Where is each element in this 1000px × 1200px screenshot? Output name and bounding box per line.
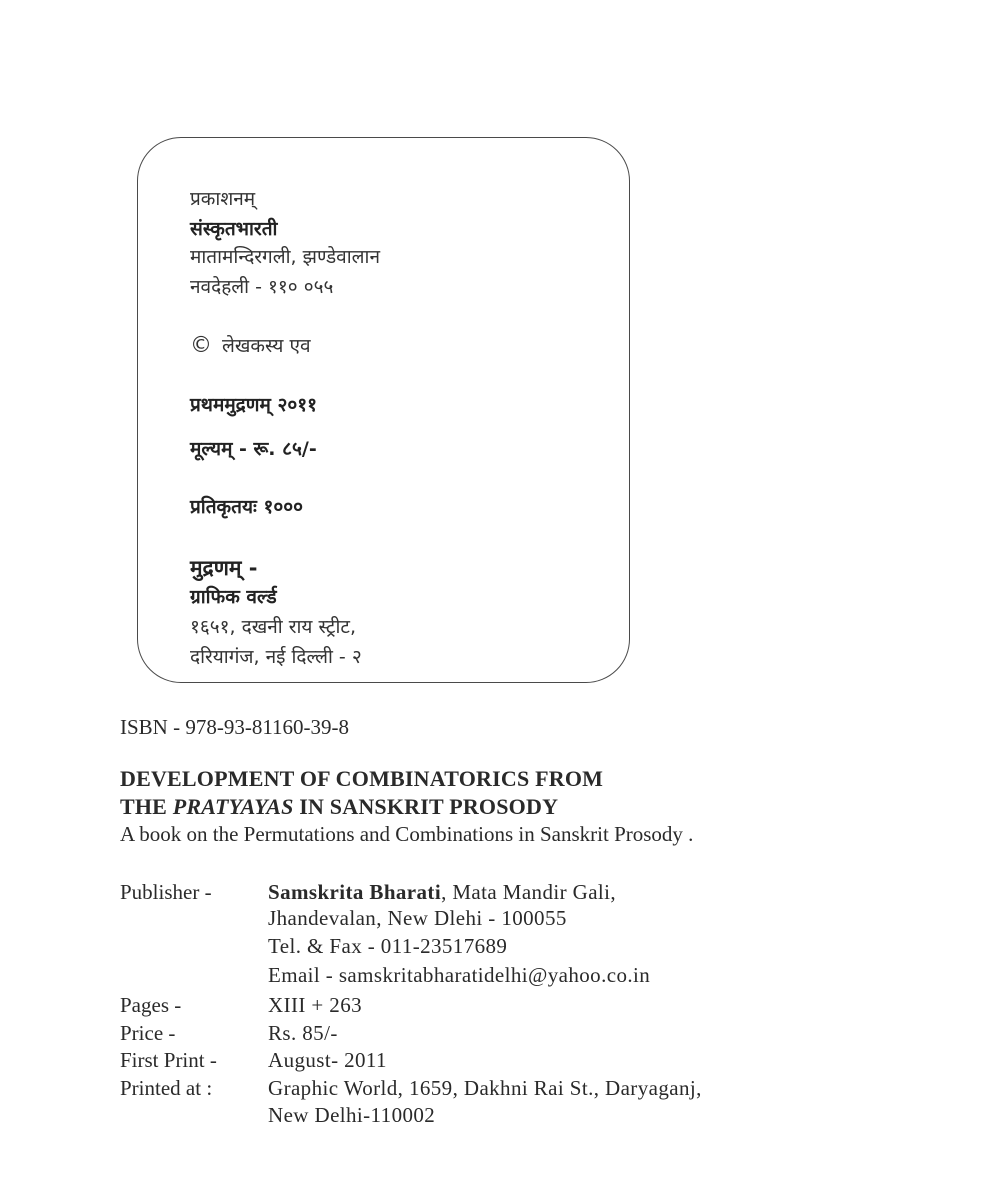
hindi-publisher-name: संस्कृतभारती [190, 218, 278, 240]
title-suffix: IN SANSKRIT PROSODY [293, 794, 559, 819]
hindi-copyright-text: लेखकस्य एव [222, 335, 311, 357]
publisher-line1 [268, 882, 616, 903]
hindi-printing-label: मुद्रणम् - [190, 556, 258, 580]
publisher-phone: Tel. & Fax - 011-23517689 [268, 934, 508, 958]
hindi-address-line2: नवदेहली - ११० ०५५ [190, 276, 334, 298]
book-title-line1: DEVELOPMENT OF COMBINATORICS FROM [120, 766, 604, 791]
hindi-printer-name: ग्राफिक वर्ल्ड [190, 586, 277, 608]
publisher-email: Email - samskritabharatidelhi@yahoo.co.in [268, 963, 651, 987]
publisher-label: Publisher - [120, 880, 212, 904]
title-prefix: THE [120, 794, 173, 819]
printed-at-line1: Graphic World, 1659, Dakhni Rai St., Daryaganj, [268, 1076, 702, 1100]
printed-at-label: Printed at : [120, 1076, 213, 1100]
price-label: Price - [120, 1021, 176, 1045]
isbn: ISBN - 978-93-81160-39-8 [120, 715, 350, 739]
copyright-icon: © [190, 333, 212, 358]
hindi-printer-address2: दरियागंज, नई दिल्ली - २ [190, 646, 362, 668]
hindi-copies: प्रतिकृतयः १००० [190, 496, 303, 518]
price-value: Rs. 85/- [268, 1021, 338, 1045]
hindi-publisher-label: प्रकाशनम् [190, 188, 256, 210]
publisher-name: Samskrita Bharati [268, 880, 442, 904]
hindi-printer-address1: १६५१, दखनी राय स्ट्रीट, [190, 616, 356, 638]
title-italic: PRATYAYAS [172, 794, 294, 819]
printed-at-line2: New Delhi-110002 [268, 1103, 436, 1127]
hindi-price: मूल्यम् - रू. ८५/- [190, 438, 317, 460]
hindi-first-print: प्रथममुद्रणम् २०११ [190, 394, 317, 416]
hindi-address-line1: मातामन्दिरगली, झण्डेवालान [190, 246, 381, 268]
hindi-imprint-box [137, 137, 630, 683]
pages-value: XIII + 263 [268, 993, 362, 1017]
first-print-value: August- 2011 [268, 1048, 387, 1072]
publisher-line2: Jhandevalan, New Dlehi - 100055 [268, 906, 567, 930]
publisher-rest: , Mata Mandir Gali, [441, 880, 617, 904]
first-print-label: First Print - [120, 1048, 217, 1072]
book-subtitle: A book on the Permutations and Combinations in Sanskrit Prosody . [120, 822, 694, 846]
book-title-line2 [120, 796, 558, 818]
pages-label: Pages - [120, 993, 182, 1017]
hindi-copyright-line [190, 335, 311, 357]
